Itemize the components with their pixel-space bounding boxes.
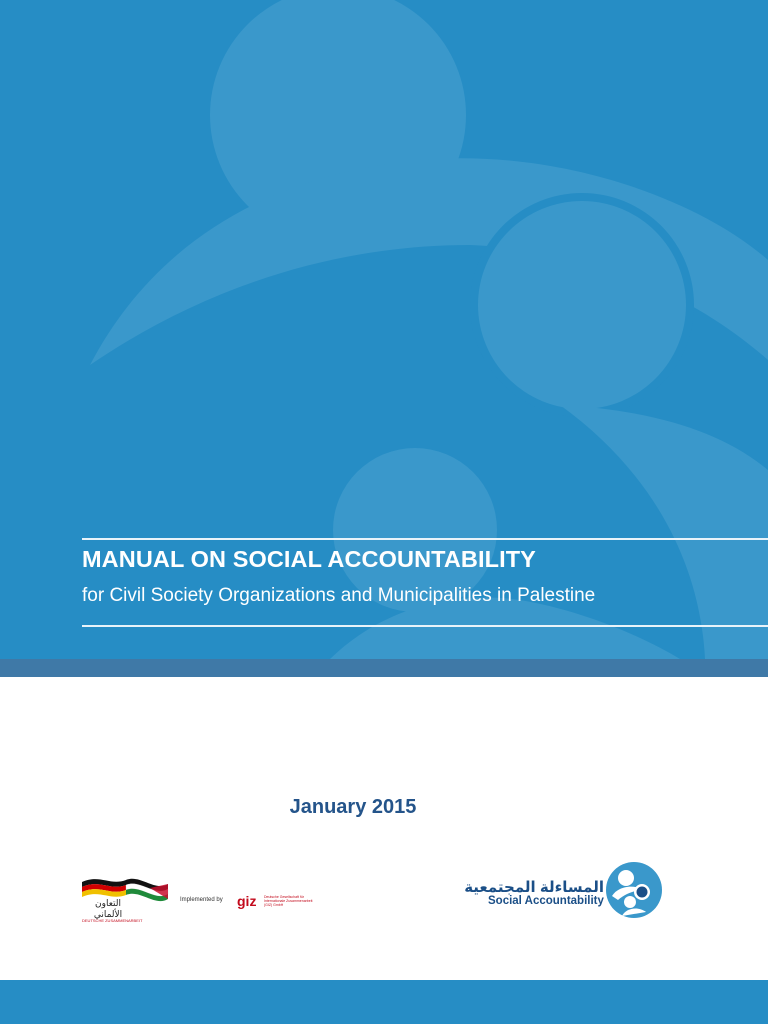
social-accountability-english: Social Accountability <box>488 895 604 907</box>
giz-logo <box>237 893 317 917</box>
giz-wordmark: giz <box>237 893 257 909</box>
german-cooperation-arabic: التعاون الألماني <box>93 898 123 919</box>
document-title: MANUAL ON SOCIAL ACCOUNTABILITY <box>82 546 536 572</box>
title-top-rule <box>82 538 768 540</box>
implemented-by-label: Implemented by <box>180 897 223 903</box>
people-circle-icon <box>604 860 664 920</box>
document-subtitle: for Civil Society Organizations and Municipalities in Palestine <box>82 585 596 606</box>
footer-band <box>0 980 768 1024</box>
title-bottom-rule <box>82 625 768 627</box>
giz-full-name: Deutsche Gesellschaft für Internationale Zusammenarbeit (GIZ) GmbH <box>264 895 313 907</box>
german-cooperation-logo <box>80 872 180 928</box>
german-cooperation-caption: DEUTSCHE ZUSAMMENARBEIT <box>82 918 143 923</box>
publication-date: January 2015 <box>289 796 417 818</box>
social-accountability-arabic: المساءلة المجتمعية <box>464 879 604 896</box>
social-accountability-logo <box>464 860 666 922</box>
divider-band <box>0 659 768 677</box>
